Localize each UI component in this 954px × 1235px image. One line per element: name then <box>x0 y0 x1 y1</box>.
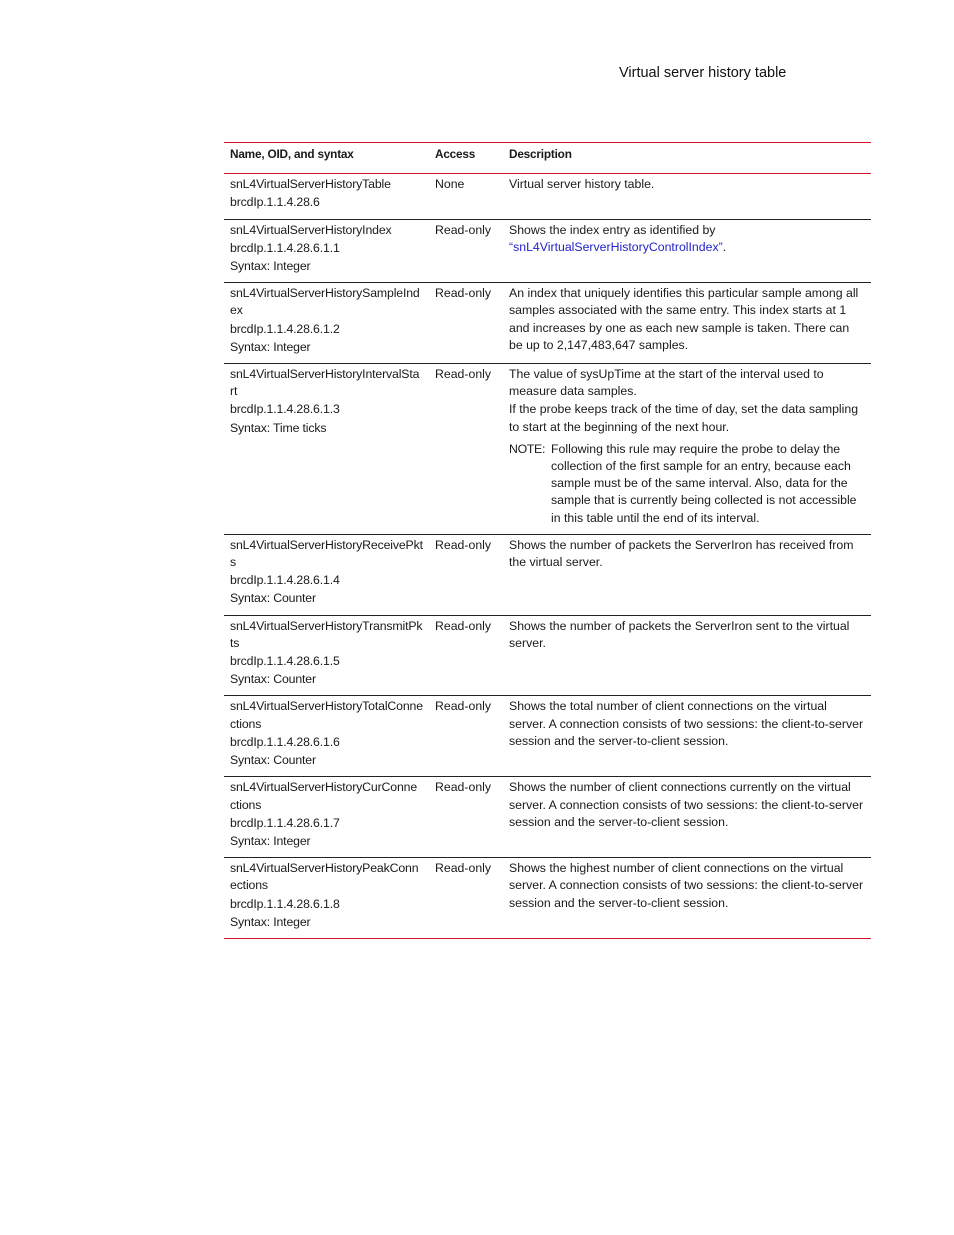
object-name-cell <box>224 615 429 696</box>
table-row <box>224 364 871 535</box>
description-cell <box>503 615 871 696</box>
object-name: snL4VirtualServerHistoryTotalConnections <box>230 699 423 731</box>
cross-reference-link[interactable]: “snL4VirtualServerHistoryControlIndex” <box>509 239 723 254</box>
access-cell: None <box>435 177 465 192</box>
table-header-row <box>224 143 871 174</box>
object-oid: brcdIp.1.1.4.28.6.1.8 <box>230 896 340 911</box>
table-row <box>224 534 871 615</box>
object-name-cell <box>224 696 429 777</box>
object-name-cell <box>224 364 429 535</box>
object-name-cell <box>224 534 429 615</box>
object-name: snL4VirtualServerHistoryTable <box>230 177 391 192</box>
column-header-access: Access <box>435 147 476 161</box>
object-oid: brcdIp.1.1.4.28.6.1.3 <box>230 402 340 417</box>
description-text: Shows the number of packets the ServerIron sent to the virtual server. <box>509 618 850 650</box>
running-header: Virtual server history table <box>619 65 787 81</box>
object-syntax: Syntax: Integer <box>230 833 311 848</box>
description-cell <box>503 174 871 219</box>
object-name: snL4VirtualServerHistoryIntervalStart <box>230 367 420 399</box>
description-text: Shows the number of packets the ServerIron has received from the virtual server. <box>509 537 854 570</box>
access-cell: Read-only <box>435 861 492 876</box>
table-row <box>224 696 871 777</box>
column-header-name: Name, OID, and syntax <box>230 147 354 161</box>
object-syntax: Syntax: Integer <box>230 339 311 354</box>
object-name-cell <box>224 219 429 283</box>
object-syntax: Syntax: Integer <box>230 914 311 929</box>
object-oid: brcdIp.1.1.4.28.6 <box>230 195 320 210</box>
description-text: Shows the highest number of client connections on the virtual server. A connection consists of two sessions: the client-to-server session and the server-to-client session. <box>509 861 864 910</box>
description-text: Shows the total number of client connections on the virtual server. A connection consists of two sessions: the client-to-server session and the server-to-client session. <box>509 699 864 748</box>
object-name-cell <box>224 283 429 364</box>
table-row <box>224 777 871 858</box>
object-name: snL4VirtualServerHistoryCurConnections <box>230 780 418 812</box>
table-row <box>224 283 871 364</box>
object-oid: brcdIp.1.1.4.28.6.1.1 <box>230 240 340 255</box>
table-row <box>224 174 871 219</box>
description-text: If the probe keeps track of the time of day, set the data sampling to start at the beginning of the next hour. <box>509 402 859 434</box>
description-cell <box>503 534 871 615</box>
description-cell <box>503 364 871 535</box>
note-block <box>509 441 865 527</box>
table-row <box>224 615 871 696</box>
object-syntax: Syntax: Integer <box>230 259 311 274</box>
object-name-cell <box>224 174 429 219</box>
object-name-cell <box>224 858 429 939</box>
access-cell: Read-only <box>435 699 492 714</box>
object-syntax: Syntax: Counter <box>230 591 316 606</box>
description-cell <box>503 696 871 777</box>
mib-object-table <box>224 142 871 939</box>
description-text: The value of sysUpTime at the start of the interval used to measure data samples. <box>509 367 824 399</box>
object-name: snL4VirtualServerHistoryPeakConnections <box>230 861 419 893</box>
object-name: snL4VirtualServerHistoryReceivePkts <box>230 537 423 570</box>
object-oid: brcdIp.1.1.4.28.6.1.7 <box>230 815 340 830</box>
description-cell <box>503 283 871 364</box>
note-label: NOTE: <box>509 441 546 456</box>
access-cell: Read-only <box>435 618 492 633</box>
access-cell: Read-only <box>435 367 492 382</box>
description-text: Shows the number of client connections currently on the virtual server. A connection consists of two sessions: the client-to-server session and the server-to-client session. <box>509 780 864 829</box>
description-suffix: . <box>722 239 727 254</box>
description-cell <box>503 777 871 858</box>
object-oid: brcdIp.1.1.4.28.6.1.4 <box>230 573 340 588</box>
object-syntax: Syntax: Counter <box>230 753 316 768</box>
object-name: snL4VirtualServerHistorySampleIndex <box>230 286 420 318</box>
object-oid: brcdIp.1.1.4.28.6.1.5 <box>230 654 340 669</box>
object-oid: brcdIp.1.1.4.28.6.1.6 <box>230 734 340 749</box>
table-row <box>224 219 871 283</box>
object-name: snL4VirtualServerHistoryIndex <box>230 222 392 237</box>
access-cell: Read-only <box>435 286 492 301</box>
description-text: An index that uniquely identifies this particular sample among all samples associated with the same entry. This index starts at 1 and increases by one as each new sample is taken. There can be up to 2,147,483,647 samples. <box>509 286 859 352</box>
object-name-cell <box>224 777 429 858</box>
object-name: snL4VirtualServerHistoryTransmitPkts <box>230 618 423 650</box>
access-cell: Read-only <box>435 537 492 552</box>
note-text: Following this rule may require the probe to delay the collection of the first sample for an entry, because each sample must be of the same interval. Also, data for the sample that is currently being collected is not accessible in this table until the end of its interval. <box>551 441 857 525</box>
table-row <box>224 858 871 939</box>
object-syntax: Syntax: Time ticks <box>230 420 327 435</box>
description-cell <box>503 858 871 939</box>
access-cell: Read-only <box>435 222 492 237</box>
description-text: Virtual server history table. <box>509 177 655 192</box>
description-text: Shows the index entry as identified by <box>509 222 716 237</box>
object-oid: brcdIp.1.1.4.28.6.1.2 <box>230 321 340 336</box>
description-cell <box>503 219 871 283</box>
object-syntax: Syntax: Counter <box>230 672 316 687</box>
column-header-description: Description <box>509 147 572 161</box>
access-cell: Read-only <box>435 780 492 795</box>
